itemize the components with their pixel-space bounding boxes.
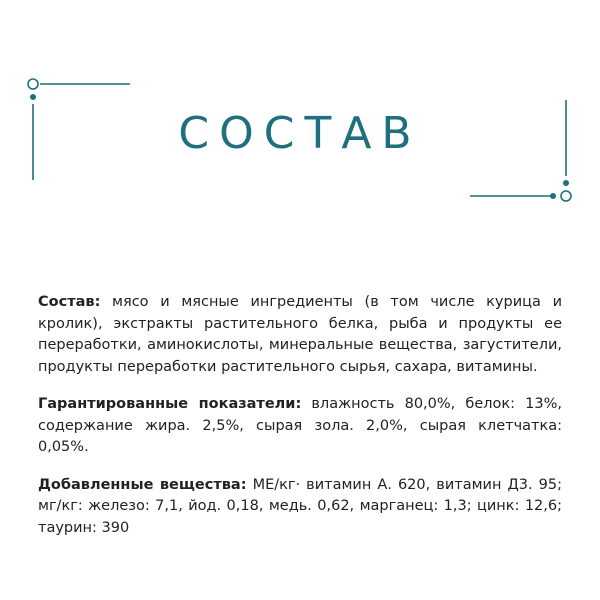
frame-ring-top-left — [28, 79, 38, 89]
frame-ring-bottom-right — [561, 191, 571, 201]
additives-paragraph — [38, 475, 562, 540]
composition-text — [38, 292, 562, 555]
page-title: СОСТАВ — [178, 108, 422, 159]
composition-label: Состав: — [38, 294, 101, 310]
composition-value: мясо и мясные ингредиенты (в том числе курица и кролик), экстракты растительного белка, рыба и продукты ее переработки, аминокислоты, минеральные вещества, загустители, продукты переработки растительного сырья, сахара, витамины. — [38, 294, 562, 375]
frame-dot-top-left — [30, 94, 36, 100]
guaranteed-label: Гарантированные показатели: — [38, 396, 302, 412]
guaranteed-paragraph — [38, 394, 562, 459]
frame-dot-bottom-right-v — [563, 180, 569, 186]
additives-value: МЕ/кг· витамин А. 620, витамин Д3. 95; мг/кг: железо: 7,1, йод. 0,18, медь. 0,62, марганец: 1,3; цинк: 12,6; таурин: 390 — [38, 476, 563, 536]
guaranteed-value: влажность 80,0%, белок: 13%, содержание жира. 2,5%, сырая зола. 2,0%, сырая клетчатка: 0,05%. — [38, 396, 562, 455]
composition-paragraph — [38, 292, 562, 378]
additives-label: Добавленные вещества: — [38, 476, 247, 493]
frame-dot-bottom-right-h — [550, 193, 556, 199]
